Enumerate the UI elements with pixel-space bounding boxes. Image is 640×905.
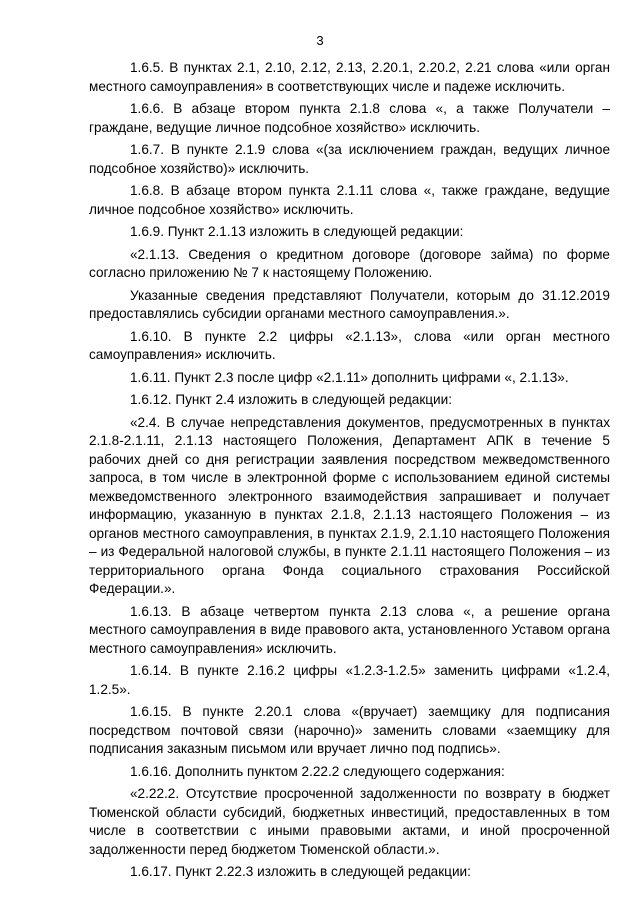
quote-2-22-2: «2.22.2. Отсутствие просроченной задолженности по возврату в бюджет Тюменской области субсидий, бюджетных инвестиций, предоставленных в том числе в соответствии с иными правовыми актами, и иной просроченной задолженности перед бюджетом Тюменской области.». bbox=[89, 786, 610, 857]
paragraph-1-6-9: 1.6.9. Пункт 2.1.13 изложить в следующей редакции: bbox=[130, 224, 464, 239]
paragraph-1-6-12: 1.6.12. Пункт 2.4 изложить в следующей редакции: bbox=[130, 392, 453, 407]
page-number: 3 bbox=[316, 33, 324, 48]
paragraph-1-6-11: 1.6.11. Пункт 2.3 после цифр «2.1.11» дополнить цифрами «, 2.1.13». bbox=[130, 369, 569, 385]
paragraph-1-6-13: 1.6.13. В абзаце четвертом пункта 2.13 слова «, а решение органа местного самоуправления в виде правового акта, установленного Уставом органа местного самоуправления» исключить. bbox=[89, 603, 610, 656]
quote-2-1-13: «2.1.13. Сведения о кредитном договоре (договоре займа) по форме согласно приложению № 7 к настоящему Положению. bbox=[89, 246, 610, 280]
paragraph-1-6-7: 1.6.7. В пункте 2.1.9 слова «(за исключением граждан, ведущих личное подсобное хозяйство)» исключить. bbox=[89, 142, 610, 176]
paragraph-1-6-15: 1.6.15. В пункте 2.20.1 слова «(вручает) заемщику для подписания посредством почтовой связи (нарочно)» заменить словами «заемщику для подписания заказным письмом или вручает лично под подпись». bbox=[89, 704, 610, 756]
quote-2-4: «2.4. В случае непредставления документов, предусмотренных в пунктах 2.1.8-2.1.11, 2.1.13 настоящего Положения, Департамент АПК в течение 5 рабочих дней со дня регистрации заявления посредством межведомственного запроса, в том числе в электронной форме с использованием единой системы межведомственного электронного взаимодействия запрашивает и получает информацию, указанную в пунктах 2.1.8, 2.1.13 настоящего Положения – из органов местного самоуправления, в пунктах 2.1.9, 2.1.10 настоящего Положения – из Федеральной налоговой службы, в пункте 2.1.11 настоящего Положения – из территориального органа Фонда социального страхования Российской Федерации.». bbox=[89, 414, 610, 596]
paragraph-1-6-14: 1.6.14. В пункте 2.16.2 цифры «1.2.3-1.2.5» заменить цифрами «1.2.4, 1.2.5». bbox=[89, 663, 610, 697]
quote-2-1-13-continuation: Указанные сведения представляют Получатели, которым до 31.12.2019 предоставлялись субсидии органами местного самоуправления.». bbox=[89, 287, 610, 321]
paragraph-1-6-8: 1.6.8. В абзаце втором пункта 2.1.11 слова «, также граждане, ведущие личное подсобное хозяйство» исключить. bbox=[89, 183, 610, 217]
paragraph-1-6-16: 1.6.16. Дополнить пунктом 2.22.2 следующего содержания: bbox=[130, 763, 505, 779]
paragraph-1-6-5: 1.6.5. В пунктах 2.1, 2.10, 2.12, 2.13, 2.20.1, 2.20.2, 2.21 слова «или орган местного самоуправления» в соответствующих числе и падеже исключить. bbox=[89, 60, 610, 94]
paragraph-1-6-10: 1.6.10. В пункте 2.2 цифры «2.1.13», слова «или орган местного самоуправления» исключить. bbox=[89, 328, 610, 362]
paragraph-1-6-17: 1.6.17. Пункт 2.22.3 изложить в следующей редакции: bbox=[130, 864, 471, 879]
document-body bbox=[89, 59, 610, 886]
paragraph-1-6-6: 1.6.6. В абзаце втором пункта 2.1.8 слова «, а также Получатели – граждане, ведущие личное подсобное хозяйство» исключить. bbox=[89, 101, 610, 135]
